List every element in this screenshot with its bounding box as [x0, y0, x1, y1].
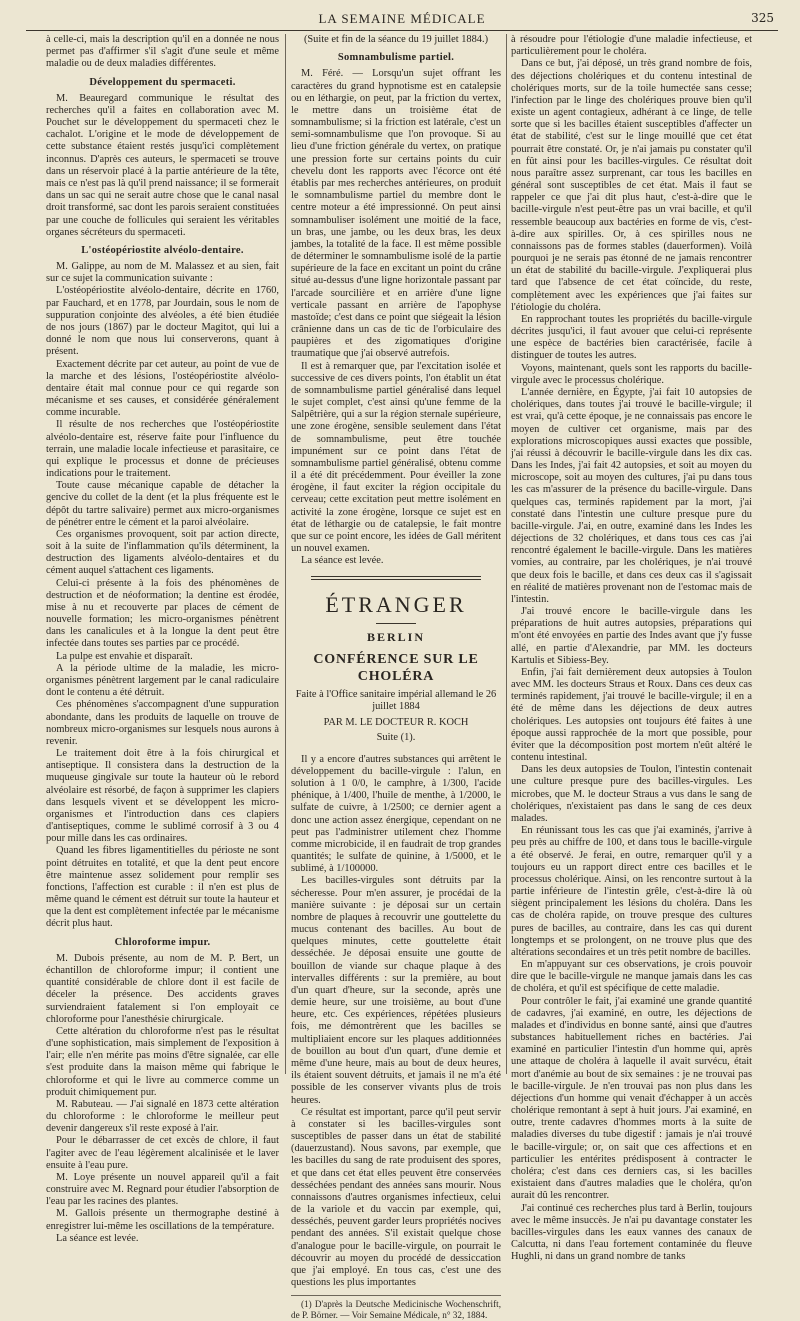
paragraph: Celui-ci présente à la fois des phénomènes de destruction et de néoformation; la dentine est érodée, mise à nu et recouverte par places de cément de nouvelle formation; les micro-organismes pénètrent dans les canalicules et à la longue la dent peut être infectée dans toutes ses parties par ce procédé.	[46, 577, 279, 650]
column-rule	[506, 34, 507, 1074]
paragraph: Ces organismes provoquent, soit par action directe, soit à la suite de l'inflammation qu'ils déterminent, la destruction des ligaments alvéolo-dentaires et du cément auquel s'attachent ces ligaments.	[46, 528, 279, 577]
paragraph: Pour le débarrasser de cet excès de chlore, il faut l'agiter avec de l'eau légèrement alcalinisée et le laver ensuite à l'eau pure.	[46, 1135, 279, 1171]
paragraph: M. Féré. — Lorsqu'un sujet offrant les caractères du grand hypnotisme est en catalepsie ou en léthargie, on peut, par la friction du vertex, le mettre dans un troisième état de somnambulisme; si la friction est latérale, c'est un semi-somnambulisme que l'on provoque. Si au lieu d'une friction générale du vertex, on pratique une pression forte sur certains points du cuir chevelu dont les rapports avec l'écorce ont été établis par mes recherches antérieures, on produit le somnambulisme partiel du membre dont le centre moteur a été impressionné. On peut ainsi somnambuliser isolément une moitié de la face, un bras, une jambe, ou les deux bras, les deux jambes, la totalité de la face. Il est même possible de déterminer le somnambulisme isolé de la partie supérieure de la face en excitant un point du crâne situé au-dessus d'une ligne horizontale passant par l'arcade sourcilière et en arrière d'une ligne verticale passant en arrière de l'apophyse mastoïde; c'est dans ce point que siégeait la lésion crânienne dans un cas de tic de l'orbiculaire des paupières et des zigomatiques d'origine traumatique que j'ai observé autrefois.	[291, 68, 501, 360]
paragraph: J'ai trouvé encore le bacille-virgule dans les préparations de huit autres autopsies, préparations qui m'ont été envoyées en partie des Indes avant que j'y fusse allé, en partie d'Alexandrie, par MM. les docteurs Kartulis et Sibiess-Bey.	[511, 606, 752, 666]
paragraph: Le traitement doit être à la fois chirurgical et antiseptique. Il consistera dans la destruction de la muqueuse gingivale sur toute la hauteur où le rebord alvéolaire est résorbé, de façon à supprimer les clapiers dans lesquels vivent et se développent les micro-organismes et l'introduction dans ces clapiers d'antiseptiques, comme le sublimé corrosif à 3 ou 4 pour mille dans les cas ordinaires.	[46, 748, 279, 845]
column-rule	[285, 34, 286, 1074]
paragraph: à résoudre pour l'étiologie d'une maladie infectieuse, et particulièrement pour le choléra.	[511, 34, 752, 58]
running-head	[26, 8, 778, 31]
paragraph: Ces phénomènes s'accompagnent d'une suppuration abondante, dans les produits de laquelle on trouve de nombreux micro-organismes sur lesquels nous aurons à revenir.	[46, 699, 279, 747]
paragraph: Il résulte de nos recherches que l'ostéopériostite alvéolo-dentaire est, réserve faite pour l'influence du terrain, une maladie locale infectieuse et parasitaire, ce qui explique le processus et donne de précieuses indications pour le traitement.	[46, 419, 279, 480]
paragraph: L'ostéopériostite alvéolo-dentaire, décrite en 1760, par Fauchard, et en 1778, par Jourdain, sous le nom de suppuration conjointe des alvéoles, a été bien étudiée de nos jours (1867) par le docteur Magitot, qui lui a donné le nom que nous lui conserverons, quant à présent.	[46, 285, 279, 358]
section-title: ÉTRANGER	[325, 591, 467, 617]
paragraph: Enfin, j'ai fait dernièrement deux autopsies à Toulon avec MM. les docteurs Straus et Roux. Dans ces deux cas terminés rapidement, j'ai trouvé le bacille-virgule; il en a été de même dans les déjections de deux autres cholériques. Les autopsies ont toujours été faites à une époque aussi rapprochée de la mort que possible, pour éviter que la décomposition post mortem n'eût altéré le contenu intestinal.	[511, 666, 752, 764]
paragraph: Les bacilles-virgules sont détruits par la sécheresse. Pour m'en assurer, je procédai de la manière suivante : je déposai sur un certain nombre de plaques à recouvrir une gouttelette du mucus contenant des bacilles. Au bout de quelques minutes, cette gouttelette était desséchée. Je déposai ensuite une goutte de bouillon de viande sur chaque plaque à des intervalles différents : sur la première, au bout d'un quart d'heure, sur la seconde, après une demie heure, sur une troisième, au bout d'une heure, etc. Ces expériences, répétées plusieurs fois, me démontrèrent que les bacilles se multipliaient encore sur les plaques additionnées de bouillon au bout d'un quart, d'une demie et même d'une heure, mais au bout de deux heures, ils étaient souvent détruits, et jamais il ne m'a été possible de les conserver vivants plus de trois heures.	[291, 875, 501, 1106]
paragraph: M. Beauregard communique le résultat des recherches qu'il a faites en collaboration avec M. Pouchet sur le développement du spermaceti chez le cachalot. L'origine et le mode de développement de cette substance étaient restés jusqu'ici complètement inconnus. D'après ces auteurs, le spermaceti se trouve dans un réservoir placé à la partie antérieure de la tête, mais ce n'est pas là qu'il prend naissance; il se formerait dans un sac qui ne serait autre chose que le canal nasal droit transformé, sac dont les parois seraient constituées par une couche de follicules qui seraient les véritables organes sécréteurs du spermaceti.	[46, 92, 279, 238]
paragraph: A la période ultime de la maladie, les micro-organismes pénètrent largement par le canal radiculaire dont le contenu a été détruit.	[46, 662, 279, 699]
paragraph: M. Rabuteau. — J'ai signalé en 1873 cette altération du chloroforme : le chloroforme le meilleur peut devenir dangereux s'il reste exposé à l'air.	[46, 1098, 279, 1135]
paragraph: M. Gallois présente un thermographe destiné à enregistrer lui-même les oscillations de la température.	[46, 1208, 279, 1232]
paragraph: Pour contrôler le fait, j'ai examiné une grande quantité de cadavres, j'ai examiné, en outre, les déjections de malades et d'individus en bonne santé, ainsi que d'autres substances habituellement riches en bactéries. J'ai examiné en particulier l'intestin d'un homme qui, après une attaque de choléra à laquelle il avait survécu, était mort d'anémie au bout de six semaines : je ne trouvai pas le bacille-virgule. Je n'en trouvai pas non plus dans les déjections d'un homme qui venait d'échapper à un accès cholérique remontant à sept à huit jours. J'ai examiné, en outre, trente cadavres d'hommes morts à la suite de maladies diverses du tube digestif : jamais je n'ai trouvé le bacille-virgule; or, on sait que ces affections et en particulier les entérites prédisposent à contracter le choléra; c'est dans ces derniers cas, si les bacilles existaient dans d'autres maladies que le choléra, qu'on aurait dû les rencontrer.	[511, 995, 752, 1202]
paragraph: Dans ce but, j'ai déposé, un très grand nombre de fois, des déjections cholériques et du contenu intestinal de cholériques morts, sur de la toile humectée sans cesse; l'infection par le linge des cholériques prouve bien qu'il existe un agent contagieux, adhérant à ce linge, de telle sorte que si les bacilles étaient susceptibles d'affecter un état de stabilité, c'est sur le linge mouillé que cet état pourrait être constaté. Or, je n'ai jamais pu constater qu'il en fût ainsi pour les bacilles-virgules. Ce résultat doit nous paraître assez surprenant, car tous les bacilles en général sont susceptibles de cet état. Mais il faut se rappeler ce que j'ai dit plus haut, c'est-à-dire que le bacille-virgule n'est peut-être pas un vrai bacille, et qu'il ressemble beaucoup aux bactéries en forme de vis, c'est-à-dire aux spirilles. Or, à ces spirilles nous ne connaissons pas de formes stables (dauerformen). Voilà pourquoi je ne serais pas étonné de ne jamais rencontrer un état de stabilité du bacille-virgule. J'expliquerai plus tard que l'absence de cet état coïncide, du reste, complètement avec les expériences que j'ai faites sur l'étiologie du choléra.	[511, 58, 752, 313]
paragraph: L'année dernière, en Égypte, j'ai fait 10 autopsies de cholériques, dans toutes j'ai trouvé le bacille-virgule; il est vrai, qu'à cette époque, je ne connaissais pas encore le moyen de cultiver cet organisme, mais par des explorations microscopiques aussi exactes que possible, j'ai réussi à découvrir le bacille-virgule dans les dix cas. Dans les Indes, j'ai fait 42 autopsies, et soit au moyen du microscope, soit au moyen des cultures, j'ai pu dans tous les cas m'assurer de la présence du bacille-virgule. Dans quelques cas, terminés rapidement par la mort, j'ai constaté dans l'intestin une culture presque pure du bacille-virgule. J'ai, en outre, examiné dans les Indes les déjections de 32 cholériques, et dans tous ces cas j'ai rencontré également le bacille-virgule. Dans les matières vomies, au contraire, par les cholériques, je n'ai trouvé que deux fois le bacille, et dans ces deux cas il s'agissait en réalité de matières provenant non de l'estomac mais de l'intestin.	[511, 386, 752, 605]
paragraph: à celle-ci, mais la description qu'il en a donnée ne nous permet pas d'affirmer s'il s'agit d'une seule et même maladie ou de deux maladies différentes.	[46, 34, 279, 70]
paragraph: La pulpe est envahie et disparaît.	[56, 650, 193, 662]
paragraph: Dans les deux autopsies de Toulon, l'intestin contenait une culture presque pure des bacilles-virgules. Les microbes, que M. le docteur Straus a vus dans le sang de cholériques, n'existaient pas dans le sang de ces deux malades.	[511, 764, 752, 824]
page-number: 325	[751, 11, 774, 25]
column-3	[511, 34, 752, 1263]
paragraph: M. Dubois présente, au nom de M. P. Bert, un échantillon de chloroforme impur; il contient une quantité considérable de chlore dont il est facile de déceler la présence. Des accidents graves surviendraient fatalement si l'on employait ce chloroforme pour l'anesthésie chirurgicale.	[46, 952, 279, 1025]
continuation-note: Suite (1).	[376, 731, 416, 743]
article-author: PAR M. LE DOCTEUR R. KOCH	[323, 717, 469, 729]
journal-title: LA SEMAINE MÉDICALE	[318, 11, 486, 26]
section-heading: L'ostéopériostite alvéolo-dentaire.	[81, 244, 244, 256]
section-heading: Développement du spermaceti.	[89, 76, 236, 88]
section-heading: Somnambulisme partiel.	[337, 52, 455, 64]
paragraph: M. Galippe, au nom de M. Malassez et au sien, fait sur ce sujet la communication suivante :	[46, 261, 279, 285]
paragraph: La séance est levée.	[301, 555, 384, 567]
divider	[376, 623, 416, 624]
paragraph: En m'appuyant sur ces observations, je crois pouvoir dire que le bacille-virgule ne manque jamais dans les cas de choléra, et qu'il est spécifique de cette maladie.	[511, 959, 752, 995]
footnote-text: (1) D'après la Deutsche Medicinische Wochenschrift, de P. Börner. — Voir Semaine Médicale, n° 32, 1884.	[291, 1299, 501, 1321]
city-heading: BERLIN	[366, 630, 425, 645]
paragraph: J'ai continué ces recherches plus tard à Berlin, toujours avec le même insuccès. Je n'ai pu davantage constater les bacilles-virgules dans les eaux vannes des canaux de Calcutta, ni dans l'eau fortement contaminée du fleuve Hughli, ni dans un grand nombre de tanks	[511, 1202, 752, 1263]
section-heading: Chloroforme impur.	[114, 936, 211, 948]
paragraph: Cette altération du chloroforme n'est pas le résultat d'une sophistication, mais simplement de l'exposition à l'air; elle n'en mérite pas moins d'être signalée, car elle s'est produite dans la maison même qui fabrique le chloroforme et qui le livre au commerce comme un produit chimiquement pur.	[46, 1025, 279, 1098]
paragraph: Voyons, maintenant, quels sont les rapports du bacille-virgule avec le processus cholérique.	[511, 362, 752, 386]
column-1	[46, 34, 279, 1244]
paragraph: Quand les fibres ligamentitielles du périoste ne sont point détruites en totalité, et que la dent peut encore être maintenue assez solidement pour remplir ses fonctions, l'affection est curable : il n'en est plus de même quand le cément est détruit sur toute la hauteur et que la dent est complètement infectée par le mécanisme décrit plus haut.	[46, 845, 279, 930]
footnote	[291, 1295, 501, 1321]
paragraph: La séance est levée.	[56, 1232, 139, 1244]
paragraph: En réunissant tous les cas que j'ai examinés, j'arrive à peu près au chiffre de 100, et dans tous le bacille-virgule a été observé. Je ferai, en outre, remarquer qu'il y a toujours eu un rapport direct entre ces bacilles et le processus cholérique. Ainsi, on les rencontre surtout à la partie inférieure de l'intestin grêle, c'est-à-dire là où siègent principalement les lésions du choléra. Dans les cas de choléra rapide, on trouve presque des cultures pures de bacilles, au contraire, dans les cas qui durent longtemps et se prolongent, on ne trouve plus que des altérations secondaires et un très petit nombre de bacilles.	[511, 825, 752, 958]
paragraph: Toute cause mécanique capable de détacher la gencive du collet de la dent (et la plus fréquente est le dépôt du tartre salivaire) permet aux micro-organismes de pénétrer entre le cément et la paroi alvéolaire.	[46, 480, 279, 528]
article-title: CONFÉRENCE SUR LE CHOLÉRA	[313, 652, 479, 684]
paragraph: Il est à remarquer que, par l'excitation isolée et successive de ces divers points, l'on établit un état de somnambulisme partiel généralisé dans lequel le sujet complet, c'est ainsi qu'une femme de la Salpêtrière, qui a sur la région sternale supérieure, une zone érogène, sensible seulement dans l'état de somnambulisme, peut être touchée impunément sur ce point dans l'état de somnambulisme partiel généralisé, obtenu comme il a été dit précédemment. Pour éveiller la zone érogène, il faut exciter la région occipitale du cerveau; cette excitation peut mettre isolément en activité la zone érogène, lorsque ce sujet est en état de léthargie ou de catalepsie, le fait montre que sur ce point encore, les idées de Gall méritent un nouvel examen.	[291, 360, 501, 555]
paragraph: En rapprochant toutes les propriétés du bacille-virgule décrites jusqu'ici, il faut avouer que celui-ci représente une espèce de bactéries bien caractérisée, facile à distinguer de toutes les autres.	[511, 313, 752, 362]
paragraph: Ce résultat est important, parce qu'il peut servir à constater si les bacilles-virgules sont susceptibles de passer dans un état de stabilité (dauerzustand). Nous savons, par exemple, que les bacilles du sang de rate produisent des spores, et que dans cet état elles peuvent être conservées desséchées pendant des années sans mourir. Nous connaissons d'autres organismes infectieux, celui de la variole et du vaccin par exemple, qui, desséchés, peuvent garder leurs propriétés nocives pendant des années. S'il existait quelque chose d'analogue pour le bacille-virgule, on pourrait le découvrir au moyen du procédé de dessiccation que j'ai employé. En tous cas, c'est une des questions les plus importantes	[291, 1106, 501, 1289]
paragraph: M. Loye présente un nouvel appareil qu'il a fait construire avec M. Regnard pour étudier l'absorption de l'eau par les racines des plantes.	[46, 1171, 279, 1208]
article-subtitle: Faite à l'Office sanitaire impérial allemand le 26 juillet 1884	[295, 689, 497, 713]
section-divider	[311, 576, 481, 580]
paragraph: Il y a encore d'autres substances qui arrêtent le développement du bacille-virgule : l'alun, en solution à 1 0/0, le camphre, à 1/300, l'acide phénique, à 1/400, l'huile de menthe, à 1/2000, le sulfate de cuivre, à 1/2500; ce dernier agent a donc une action assez énergique, cependant on ne peut pas l'administrer utilement chez l'homme comme microbicide, il en faudrait de trop grandes quantités; le sulfate de quinine, à 1/5000, et le sublimé, à 1/100000.	[291, 753, 501, 875]
paragraph: (Suite et fin de la séance du 19 juillet 1884.)	[303, 34, 489, 45]
paragraph: Exactement décrite par cet auteur, au point de vue de la marche et des lésions, l'ostéopériostite alvéolo-dentaire était mal connue pour ce qui regarde son mécanisme et ses causes, et considérée généralement comme incurable.	[46, 358, 279, 419]
column-2	[291, 34, 501, 1321]
